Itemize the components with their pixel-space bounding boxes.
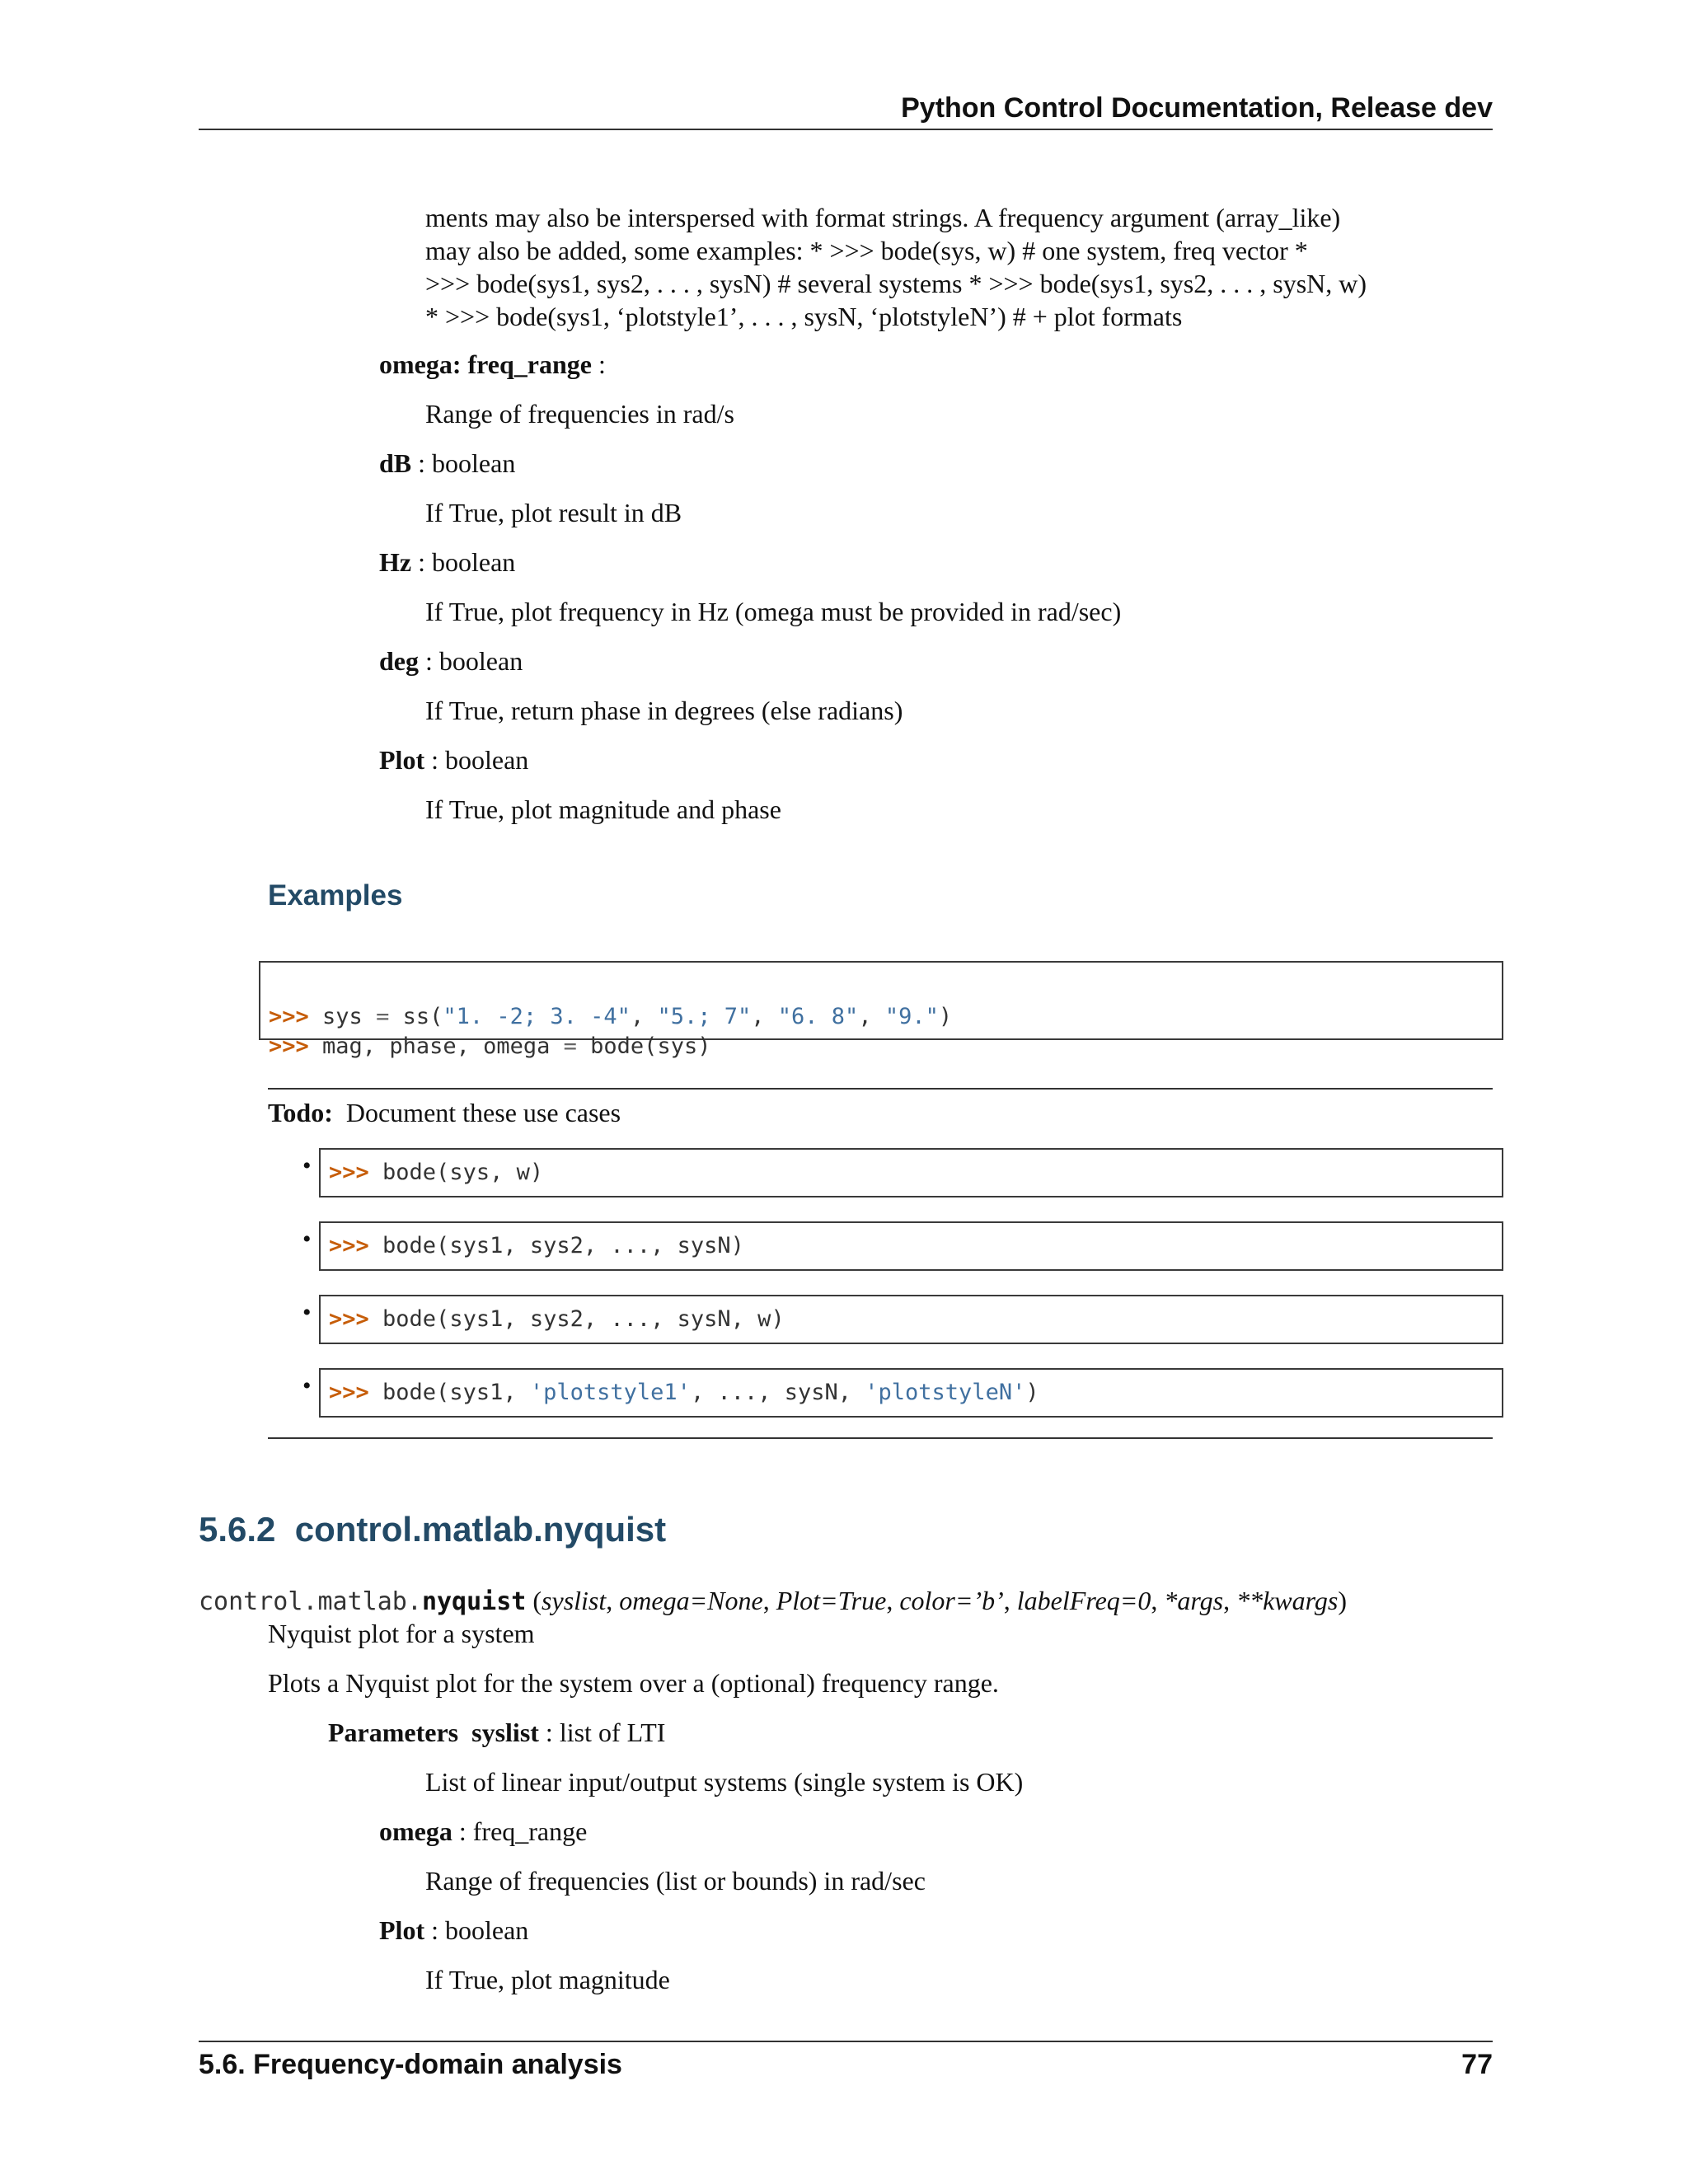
bullet-marker: • [302, 1226, 312, 1253]
param-sep: : [424, 1915, 445, 1945]
footer-page-number: 77 [1461, 2049, 1493, 2080]
code-string: "5.; 7" [657, 1004, 752, 1029]
param-type: list of LTI [559, 1718, 666, 1747]
param-sep: : [411, 547, 432, 577]
code-prompt: >>> [269, 1033, 309, 1059]
param-description: If True, plot result in dB [425, 498, 682, 527]
sig-paren: ) [1338, 1586, 1348, 1615]
code-text: , [858, 1004, 885, 1029]
footer-section-link[interactable]: 5.6. Frequency-domain analysis [199, 2049, 622, 2080]
code-text: , [630, 1004, 658, 1029]
todo-title [268, 1098, 621, 1128]
code-prompt: >>> [269, 1004, 309, 1029]
code-line [269, 1032, 1493, 1062]
section-number: 5.6.2 [199, 1510, 276, 1549]
code-string: 'plotstyleN' [865, 1380, 1026, 1405]
code-text: bode(sys1, sys2, ..., sysN, w) [368, 1306, 785, 1332]
code-string: "6. 8" [777, 1004, 859, 1029]
sig-arg: **kwargs [1236, 1586, 1339, 1615]
sig-arg: *args [1164, 1586, 1224, 1615]
code-prompt: >>> [329, 1160, 369, 1185]
code-text: sys [308, 1004, 377, 1029]
param-sep: : [419, 646, 439, 676]
code-prompt: >>> [329, 1380, 369, 1405]
sig-arg: color=’b’ [899, 1586, 1004, 1615]
code-prompt: >>> [329, 1306, 369, 1332]
header-rule [199, 129, 1493, 130]
bullet-marker: • [302, 1372, 312, 1399]
param-description: If True, return phase in degrees (else radians) [425, 696, 903, 725]
param-type: boolean [432, 448, 516, 478]
todo-code-item[interactable] [319, 1148, 1503, 1197]
param-term [379, 745, 528, 776]
param-description: List of linear input/output systems (single system is OK) [425, 1767, 1024, 1797]
sig-arg: syslist [542, 1586, 607, 1615]
param-name: omega: freq_range [379, 349, 592, 379]
code-operator: = [563, 1033, 577, 1059]
param-term [379, 646, 523, 677]
sig-arg: labelFreq=0 [1016, 1586, 1151, 1615]
intro-paragraph [425, 201, 1386, 333]
bullet-marker: • [302, 1152, 312, 1179]
param-sep: : [592, 349, 606, 379]
param-name: syslist [471, 1718, 539, 1747]
todo-code-item[interactable] [319, 1295, 1503, 1344]
param-description: If True, plot frequency in Hz (omega must be provided in rad/sec) [425, 597, 1122, 626]
todo-bottom-rule [268, 1437, 1493, 1439]
code-text: bode(sys) [576, 1033, 711, 1059]
params-label: Parameters [328, 1718, 459, 1747]
todo-text: Document these use cases [345, 1098, 621, 1127]
param-type: boolean [444, 745, 529, 775]
code-operator: = [376, 1004, 390, 1029]
param-sep: : [424, 745, 445, 775]
function-description: Plots a Nyquist plot for the system over a (optional) frequency range. [268, 1668, 999, 1698]
code-text: bode(sys1, [368, 1380, 530, 1405]
intro-line: ments may also be interspersed with format strings. A frequency argument (array_like) [425, 203, 1341, 232]
todo-code-item[interactable] [319, 1221, 1503, 1271]
param-type: boolean [431, 547, 516, 577]
param-name: Plot [379, 1915, 425, 1945]
param-description: If True, plot magnitude [425, 1965, 670, 1994]
param-type: freq_range [472, 1816, 588, 1846]
param-name: Plot [379, 745, 425, 775]
param-description: Range of frequencies (list or bounds) in rad/sec [425, 1866, 926, 1896]
running-header-title: Python Control Documentation, Release dev [901, 92, 1493, 124]
param-type: boolean [444, 1915, 529, 1945]
code-line [269, 1002, 1493, 1032]
todo-label: Todo: [268, 1098, 333, 1127]
code-text: ss( [389, 1004, 443, 1029]
code-text: bode(sys, w) [368, 1160, 544, 1185]
bullet-marker: • [302, 1299, 312, 1326]
footer-rule [199, 2041, 1493, 2042]
code-text: bode(sys1, sys2, ..., sysN) [368, 1233, 744, 1258]
code-text: , ..., sysN, [690, 1380, 865, 1405]
section-title: control.matlab.nyquist [294, 1510, 667, 1549]
param-term [379, 1816, 587, 1847]
code-string: 'plotstyle1' [529, 1380, 691, 1405]
param-term [379, 448, 515, 479]
function-signature[interactable]: control.matlab.nyquist (syslist, omega=None, Plot=True, color=’b’, labelFreq=0, *args, **kwargs) [199, 1586, 1348, 1616]
param-name: deg [379, 646, 419, 676]
todo-top-rule [268, 1088, 1493, 1090]
sig-function-name: nyquist [421, 1587, 527, 1616]
param-sep: : [411, 448, 433, 478]
function-summary: Nyquist plot for a system [268, 1619, 535, 1648]
examples-heading: Examples [268, 879, 403, 912]
sig-paren: ( [532, 1586, 542, 1615]
sig-module: control.matlab. [199, 1587, 422, 1616]
code-prompt: >>> [329, 1233, 369, 1258]
section-heading [199, 1510, 666, 1549]
code-text: , [751, 1004, 778, 1029]
code-string: "1. -2; 3. -4" [443, 1004, 631, 1029]
intro-line: may also be added, some examples: * >>> bode(sys, w) # one system, freq vector * [425, 236, 1308, 265]
examples-code-block[interactable] [259, 961, 1503, 1059]
todo-code-item[interactable] [319, 1368, 1503, 1418]
code-text: ) [1025, 1380, 1039, 1405]
sig-arg: omega=None [619, 1586, 763, 1615]
code-string: "9." [884, 1004, 939, 1029]
param-name: dB [379, 448, 412, 478]
code-text: mag, phase, omega [308, 1033, 564, 1059]
intro-line: * >>> bode(sys1, ‘plotstyle1’, . . . , sysN, ‘plotstyleN’) # + plot formats [425, 302, 1183, 331]
intro-line: >>> bode(sys1, sys2, . . . , sysN) # several systems * >>> bode(sys1, sys2, . . . , sysN, w) [425, 269, 1367, 298]
param-term [328, 1718, 665, 1748]
param-sep: : [452, 1816, 473, 1846]
param-type: boolean [438, 646, 523, 676]
param-sep: : [538, 1718, 560, 1747]
param-term [379, 349, 606, 380]
param-term [379, 1915, 528, 1946]
param-description: If True, plot magnitude and phase [425, 794, 781, 824]
param-description: Range of frequencies in rad/s [425, 399, 734, 429]
sig-arg: Plot=True [776, 1586, 887, 1615]
param-name: omega [379, 1816, 452, 1846]
param-term [379, 547, 515, 578]
code-text: ) [938, 1004, 953, 1029]
param-name: Hz [379, 547, 412, 577]
